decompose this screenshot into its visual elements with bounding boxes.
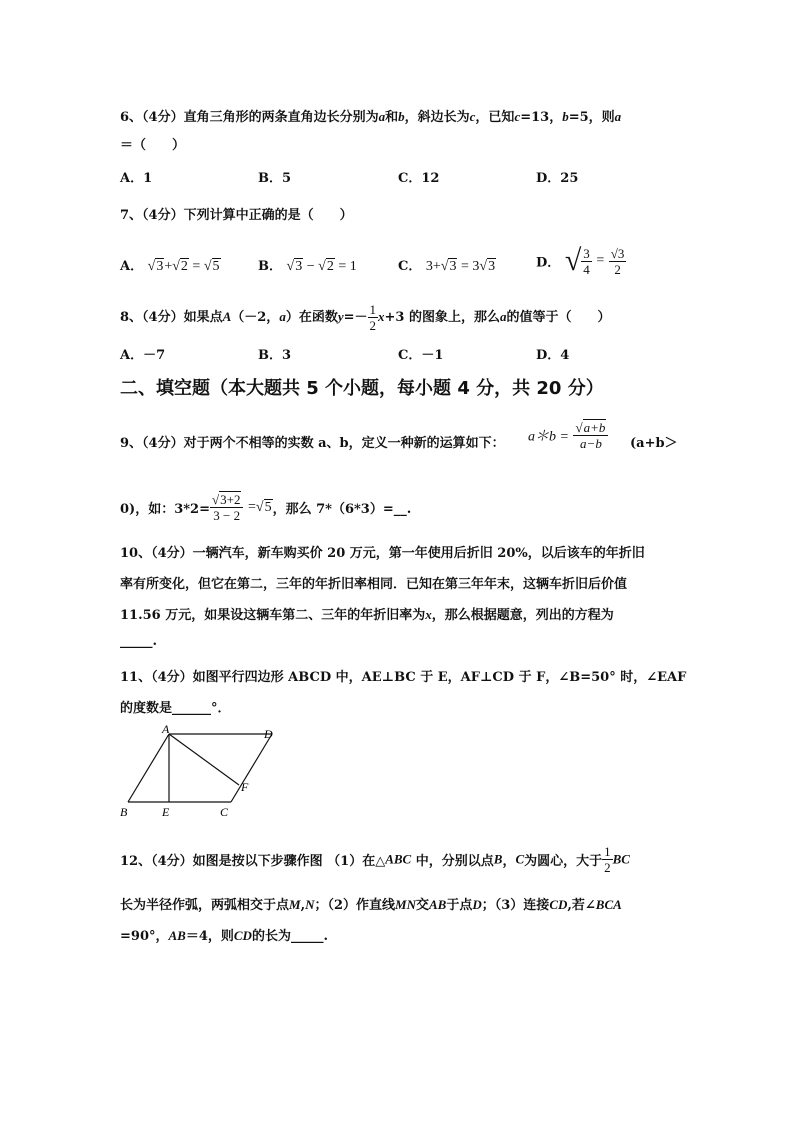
- q12-line3-c: 的长为_____.: [251, 929, 328, 944]
- q9-cond: (a+b＞: [630, 436, 678, 451]
- label-A: A: [162, 724, 170, 736]
- q6-and: 和: [385, 110, 399, 125]
- q12-line1-a: 12、（4分）如图是按以下步骤作图 （1）在△: [120, 854, 386, 869]
- q8-eq: =－: [343, 310, 368, 325]
- q7-label-a: A．: [120, 259, 144, 274]
- q7-label-b: B．: [258, 259, 282, 274]
- q6-option-a: A．1: [120, 171, 153, 186]
- label-D: D: [264, 727, 273, 741]
- q6-cond-b: b: [562, 109, 569, 124]
- q6-number: 6、（4分）: [120, 110, 184, 125]
- q12-line2-e: ；（3）连接: [481, 898, 550, 913]
- q12-den: 2: [604, 860, 611, 875]
- label-F: F: [241, 780, 249, 794]
- q6-var-a: a: [378, 109, 386, 124]
- q10-line3-a: 11.56 万元，如果设这辆车第二、三年的年折旧率为: [120, 608, 426, 623]
- q12-line1-b: 中，分别以点: [411, 854, 494, 869]
- q12-line1: [120, 844, 630, 875]
- q8-option-a: A．－7: [120, 348, 166, 363]
- q11-line2: 的度数是______°．: [120, 701, 231, 716]
- q9-line1: 9、（4分）对于两个不相等的实数 a、b，定义一种新的运算如下：: [120, 436, 505, 451]
- q12-line3-b: ＝4，则: [185, 929, 234, 944]
- q8-line1: [120, 302, 611, 333]
- q7-a-expr: √3+√2 = √5: [147, 259, 220, 274]
- q12-b: B: [493, 851, 503, 867]
- q7-b-expr: √3 − √2 = 1: [286, 259, 357, 274]
- q6-eq5: =5，则: [568, 110, 615, 125]
- q9-example-eq: =: [248, 499, 256, 515]
- q7-option-a: [120, 255, 221, 275]
- q9-example-prefix: 0)，如：3*2=: [120, 502, 210, 517]
- q9-line2: 0)，如：3*2= $\frac{√3+2}{3 - 2}$ =√5，那么 7*（6*3）=__.: [120, 492, 412, 523]
- q10-line3-b: ，那么根据题意，列出的方程为: [431, 608, 614, 623]
- q6-line2: ＝（ ）: [120, 138, 186, 153]
- q7-d-frac2: $\frac{√3}{2}$: [610, 245, 625, 277]
- q7-a-eq: =: [192, 259, 201, 274]
- q12-num: 1: [604, 844, 611, 859]
- q7-label-d: D．: [536, 255, 561, 271]
- label-B: B: [120, 805, 128, 819]
- q12-d: D: [472, 897, 482, 912]
- q12-ab2: AB: [168, 928, 186, 943]
- q7-d-frac1: [581, 246, 592, 277]
- q6-cond-c: c: [514, 109, 521, 124]
- q12-bc: BC: [612, 851, 630, 867]
- q9-example-frac: $\frac{√3+2}{3 - 2}$: [210, 492, 243, 523]
- q6-text-b: ，斜边长为: [404, 110, 470, 125]
- q7-a-plus: +: [164, 259, 173, 274]
- q7-a-r2: 2: [180, 259, 188, 274]
- q7-d-num1: 3: [583, 245, 590, 261]
- q12-line2-d: 于点: [446, 898, 473, 913]
- q12-ab: AB: [429, 897, 447, 912]
- q8-point: A: [222, 309, 232, 324]
- q7-a-r3: 5: [212, 259, 220, 274]
- q6-option-d: D．25: [536, 171, 579, 186]
- q12-line1-c: 为圆心，大于: [524, 854, 603, 869]
- q7-c-r1: 3: [449, 259, 457, 274]
- q8-option-b: B．3: [258, 348, 292, 363]
- q7-label-c: C．: [398, 259, 422, 274]
- edge-CD: [231, 734, 272, 802]
- q7-option-b: [258, 255, 357, 275]
- q6-option-b: B．5: [258, 171, 292, 186]
- q6-var-c: c: [469, 109, 476, 124]
- q6-ask-a: a: [614, 109, 622, 124]
- q10-var-x: x: [425, 607, 432, 622]
- q9-op-lhs: a＊b =: [528, 429, 569, 445]
- q7-d-den2: 2: [614, 261, 621, 277]
- q7-b-minus: −: [306, 259, 315, 274]
- q6-text: 直角三角形的两条直角边长分别为: [183, 110, 379, 125]
- q11-line1: 11、（4分）如图平行四边形 ABCD 中，AE⊥BC 于 E，AF⊥CD 于 F，∠B=50° 时，∠EAF: [120, 670, 687, 685]
- segment-AF: [169, 734, 239, 785]
- q12-line3-a: =90°，: [120, 929, 169, 944]
- q8-num: 1: [369, 302, 377, 317]
- q7-d-den1: 4: [583, 261, 590, 277]
- q12-abc: ABC: [385, 851, 412, 867]
- q12-line2-f: ,若∠: [567, 898, 596, 913]
- q8-prefix: 8、（4分）如果点: [120, 310, 223, 325]
- q8-option-c: C．－1: [398, 348, 444, 363]
- edge-AB: [128, 734, 169, 802]
- q7-a-r1: 3: [156, 259, 164, 274]
- q9-op-num: a+b: [583, 420, 606, 435]
- q7-c-r2: 3: [488, 259, 496, 274]
- q7-option-d: D． √ $\frac{3}{4}$ = $\frac{√3}{2}$: [536, 244, 625, 277]
- q12-cd: CD: [549, 897, 568, 912]
- q12-n: N: [305, 897, 315, 912]
- q6-option-c: C．12: [398, 171, 440, 186]
- q12-line3: [120, 925, 328, 944]
- q9-operation-def: [528, 420, 608, 451]
- q12-comma: ,: [300, 898, 306, 913]
- q12-bca: BCA: [595, 897, 622, 912]
- q12-line2-a: 长为半径作弧，两弧相交于点: [120, 898, 290, 913]
- q8-frac: [368, 302, 379, 333]
- q12-frac: [602, 844, 613, 875]
- q9-question: ，那么 7*（6*3）=__.: [272, 502, 412, 517]
- q6-var-b: b: [398, 109, 405, 124]
- q6-eq13: =13，: [520, 110, 563, 125]
- q7-b-res: 1: [349, 259, 357, 274]
- q9-op-frac: $\frac{√a+b}{a-b}$: [573, 420, 608, 451]
- q8-tail: +3 的图象上，那么: [384, 310, 500, 325]
- q7-b-eq: =: [338, 259, 347, 274]
- q8-den: 2: [369, 318, 377, 333]
- q7-d-num2: 3: [617, 245, 625, 261]
- q12-mn: MN: [395, 897, 416, 912]
- q12-line2-c: 交: [416, 898, 430, 913]
- q12-line2: [120, 894, 622, 913]
- q8-y: y: [337, 309, 344, 324]
- label-E: E: [162, 805, 170, 819]
- q9-example-res: 5: [264, 499, 272, 515]
- q12-c: C: [515, 851, 525, 867]
- q7-b-r2: 2: [326, 259, 334, 274]
- q7-option-c: [398, 255, 496, 275]
- q8-x: x: [378, 309, 385, 324]
- q7-b-r1: 3: [295, 259, 303, 274]
- section-heading: 二、填空题（本大题共 5 个小题，每小题 4 分，共 20 分）: [120, 378, 604, 399]
- q9-example-num: 3+2: [220, 492, 241, 507]
- q8-end: 的值等于（ ）: [506, 310, 611, 325]
- q10-line3: [120, 604, 614, 623]
- q7-c-coef: 3: [472, 259, 480, 274]
- q8-coords: （－2，: [231, 310, 280, 325]
- q8-a1: a: [279, 309, 286, 324]
- q9-example-den: 3 − 2: [213, 508, 241, 523]
- q6-line1: [120, 106, 621, 125]
- q10-line1: 10、（4分）一辆汽车，新车购买价 20 万元，第一年使用后折旧 20%，以后该车的年折旧: [120, 546, 645, 561]
- q10-answer-blank: _____.: [120, 634, 158, 649]
- q10-line2: 率有所变化，但它在第二，三年的年折旧率相同．已知在第三年年末，这辆车折旧后价值: [120, 577, 628, 592]
- q8-a2: a: [499, 309, 507, 324]
- q11-parallelogram-figure: [114, 724, 284, 824]
- q7-c-expr: 3+√3 = 3√3: [425, 259, 496, 274]
- q8-option-d: D．4: [536, 348, 570, 363]
- q12-line2-b: ；（2）作直线: [314, 898, 396, 913]
- q8-text-b: ）在函数: [285, 310, 338, 325]
- q7-stem: 7、（4分）下列计算中正确的是（ ）: [120, 208, 353, 223]
- q7-c-lead: 3+: [425, 259, 441, 274]
- q12-m: M: [289, 897, 301, 912]
- q7-d-eq: =: [596, 253, 605, 268]
- q9-op-den: a−b: [580, 436, 602, 451]
- q6-text-c: ，已知: [475, 110, 515, 125]
- q12-cd2: CD: [233, 928, 252, 943]
- label-C: C: [220, 805, 229, 819]
- q7-c-eq: =: [460, 259, 469, 274]
- q12-sep: ，: [502, 854, 516, 869]
